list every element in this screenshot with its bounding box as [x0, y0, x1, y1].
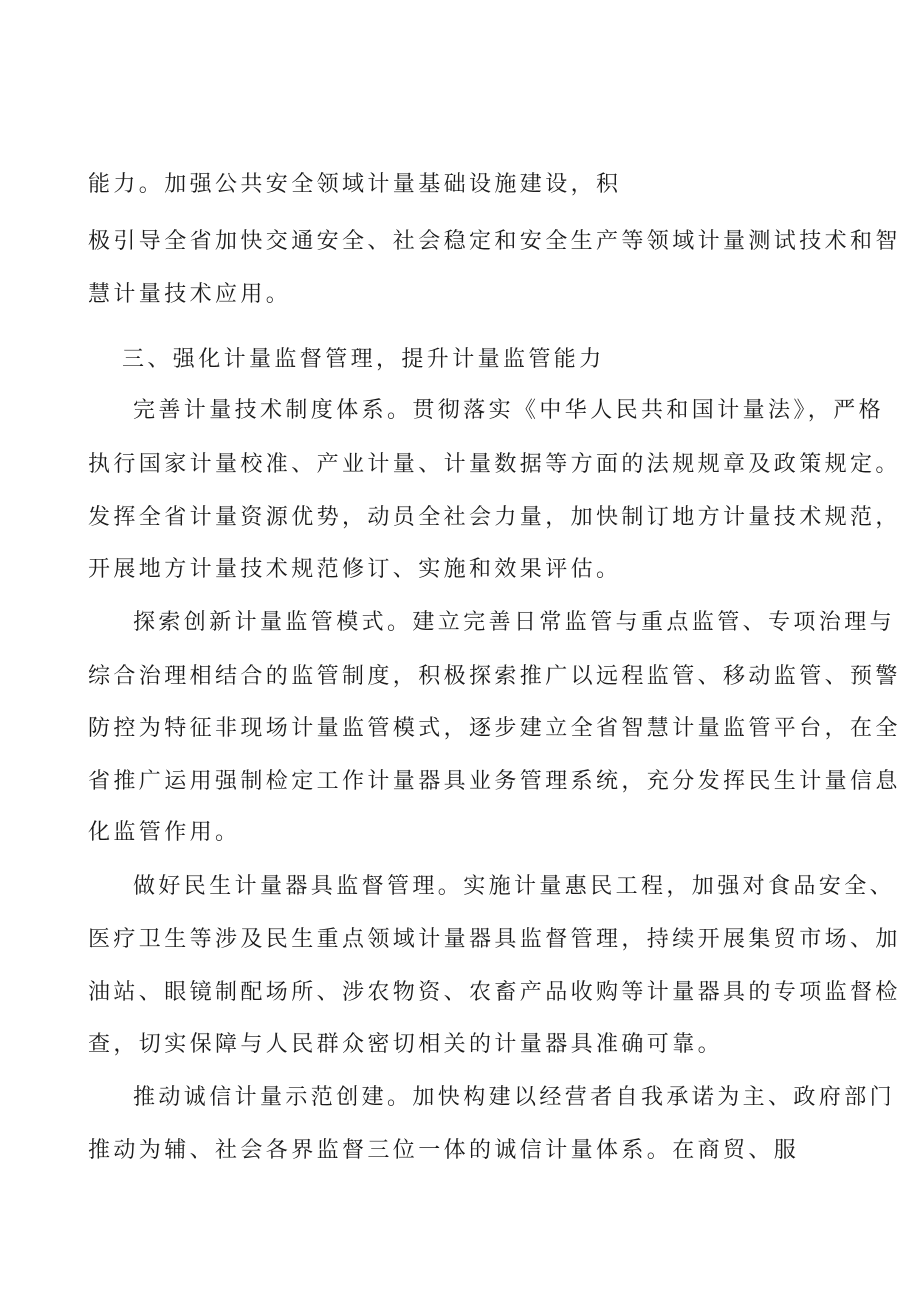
paragraph-first-line: 完善计量技术制度体系。贯彻落实《中华人民共和国计量法》，严格	[133, 398, 885, 423]
paragraph-first-line: 做好民生计量器具监督管理。实施计量惠民工程，加强对食品安全、	[133, 874, 896, 899]
text-line: 医疗卫生等涉及民生重点领域计量器具监督管理，持续开展集贸市场、加	[88, 927, 901, 952]
text-line: 能力。加强公共安全领域计量基础设施建设，积	[88, 172, 622, 197]
text-line: 开展地方计量技术规范修订、实施和效果评估。	[88, 557, 622, 582]
text-line: 防控为特征非现场计量监管模式，逐步建立全省智慧计量监管平台，在全	[88, 716, 901, 741]
section-heading: 三、强化计量监督管理，提升计量监管能力	[122, 347, 605, 372]
paragraph-first-line: 探索创新计量监管模式。建立完善日常监管与重点监管、专项治理与	[133, 610, 896, 635]
paragraph-first-line: 推动诚信计量示范创建。加快构建以经营者自我承诺为主、政府部门	[133, 1085, 896, 1110]
text-line: 查，切实保障与人民群众密切相关的计量器具准确可靠。	[88, 1032, 724, 1057]
text-line: 推动为辅、社会各界监督三位一体的诚信计量体系。在商贸、服	[88, 1138, 800, 1163]
text-line: 执行国家计量校准、产业计量、计量数据等方面的法规规章及政策规定。	[88, 452, 901, 477]
text-line: 油站、眼镜制配场所、涉农物资、农畜产品收购等计量器具的专项监督检	[88, 980, 901, 1005]
text-line: 慧计量技术应用。	[88, 282, 292, 307]
text-line: 发挥全省计量资源优势，动员全社会力量，加快制订地方计量技术规范，	[88, 505, 901, 530]
text-line: 省推广运用强制检定工作计量器具业务管理系统，充分发挥民生计量信息	[88, 769, 901, 794]
text-line: 极引导全省加快交通安全、社会稳定和安全生产等领域计量测试技术和智	[88, 229, 901, 254]
text-line: 综合治理相结合的监管制度，积极探索推广以远程监管、移动监管、预警	[88, 664, 901, 689]
text-line: 化监管作用。	[88, 820, 241, 845]
